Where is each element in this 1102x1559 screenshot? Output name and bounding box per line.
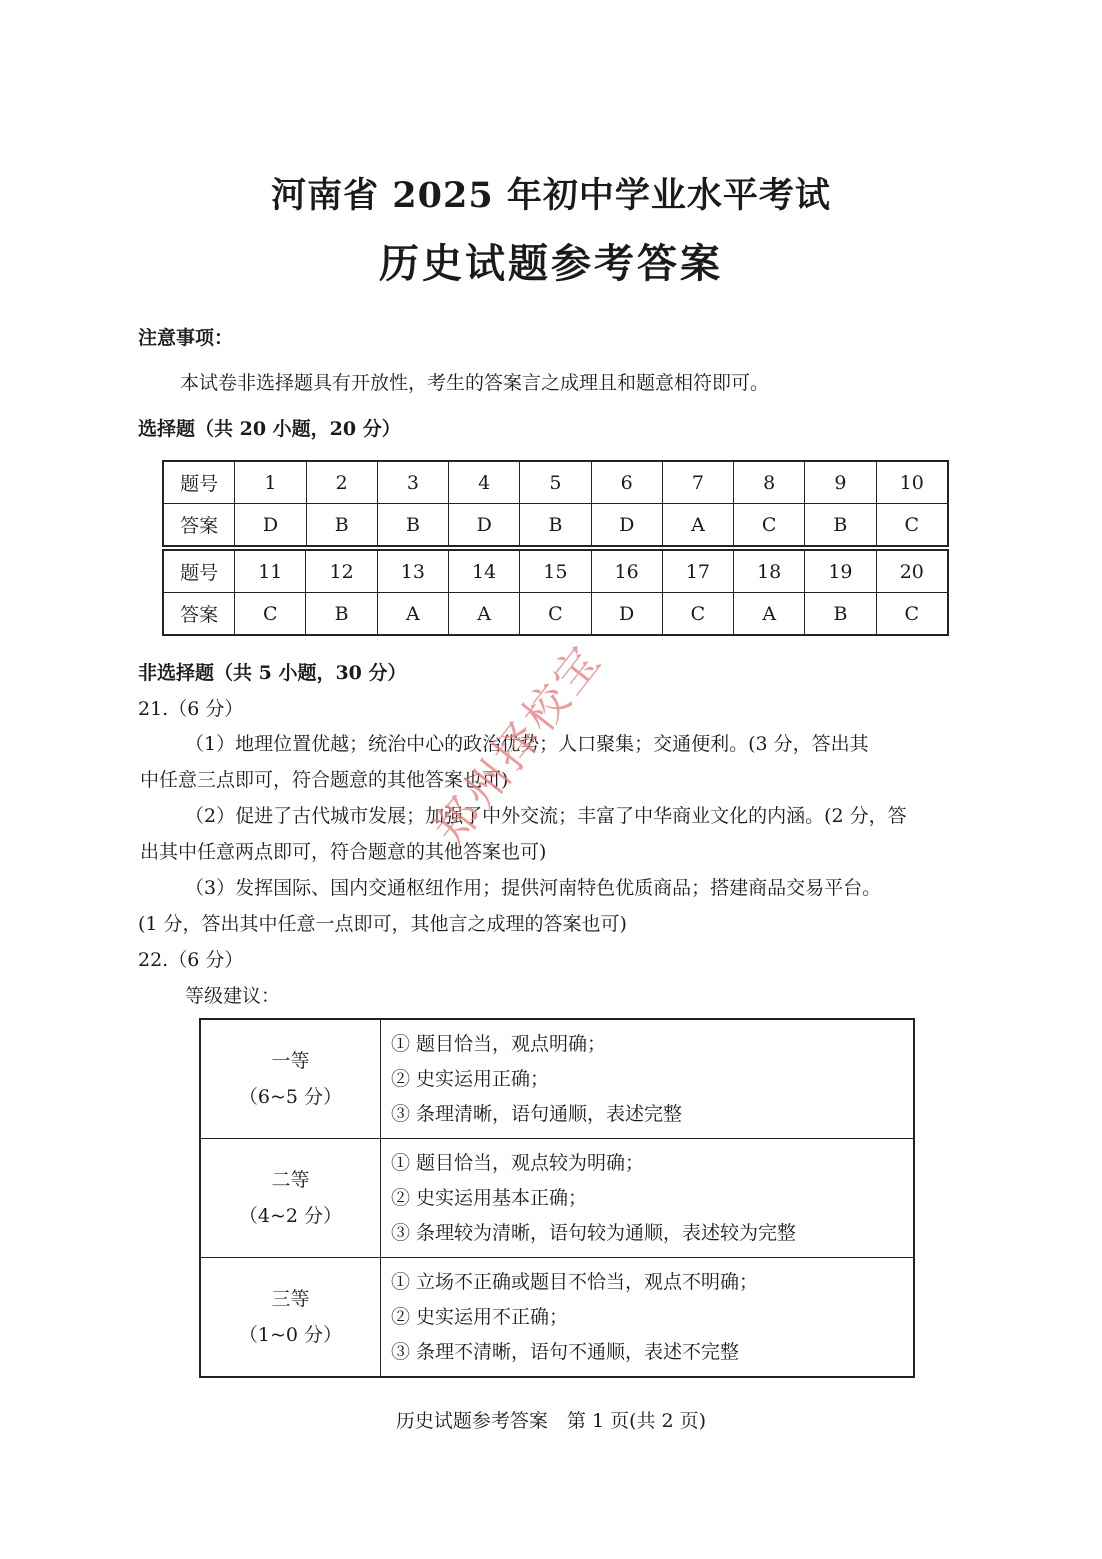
question-number-cell: 12 — [306, 550, 377, 593]
q21-label: 21.（6 分） — [138, 698, 244, 720]
question-number-cell: 5 — [520, 461, 591, 504]
answer-table-1 — [162, 460, 949, 547]
notice-text: 本试卷非选择题具有开放性，考生的答案言之成理且和题意相符即可。 — [180, 372, 770, 394]
grade-criterion: ① 题目恰当，观点较为明确； — [391, 1151, 645, 1174]
answer-cell: A — [662, 504, 733, 547]
number-row — [163, 550, 948, 593]
grade-criterion: ③ 条理不清晰，语句不通顺，表述不完整 — [391, 1340, 740, 1363]
answer-cell: B — [306, 593, 377, 636]
question-number-cell: 9 — [805, 461, 876, 504]
q21-line: （3）发挥国际、国内交通枢纽作用；提供河南特色优质商品；搭建商品交易平台。 — [185, 877, 882, 899]
grade-criterion: ① 题目恰当，观点明确； — [391, 1032, 607, 1055]
notice-heading: 注意事项： — [138, 327, 234, 349]
q21-line: （2）促进了古代城市发展；加强了中外交流；丰富了中华商业文化的内涵。(2 分，答 — [185, 805, 907, 827]
question-number-cell: 7 — [662, 461, 733, 504]
exam-subtitle: 历史试题参考答案 — [379, 240, 723, 287]
grade-score: （1~0 分） — [238, 1324, 343, 1346]
question-number-cell: 18 — [734, 550, 805, 593]
answer-cell: C — [876, 593, 948, 636]
grade-level: 二等 — [271, 1169, 310, 1191]
row-label: 题号 — [163, 461, 235, 504]
watermark: 郑州择校宝 — [424, 634, 613, 856]
question-number-cell: 1 — [235, 461, 306, 504]
grade-criterion: ② 史实运用不正确； — [391, 1305, 569, 1328]
grade-level: 三等 — [271, 1288, 310, 1310]
question-number-cell: 3 — [377, 461, 448, 504]
answer-cell: C — [662, 593, 733, 636]
answer-row — [163, 504, 948, 547]
question-number-cell: 6 — [591, 461, 662, 504]
answer-cell: D — [235, 504, 306, 547]
question-number-cell: 11 — [235, 550, 306, 593]
grade-score: （4~2 分） — [238, 1205, 343, 1227]
number-row — [163, 461, 948, 504]
row-label: 答案 — [163, 593, 235, 636]
answer-cell: A — [377, 593, 448, 636]
answer-row — [163, 593, 948, 636]
question-number-cell: 20 — [876, 550, 948, 593]
answer-cell: C — [876, 504, 948, 547]
answer-cell: D — [449, 504, 520, 547]
exam-title: 河南省 2025 年初中学业水平考试 — [271, 175, 831, 216]
grade-level: 一等 — [271, 1050, 310, 1072]
q21-line: 出其中任意两点即可，符合题意的其他答案也可) — [140, 841, 547, 863]
answer-cell: C — [520, 593, 591, 636]
question-number-cell: 4 — [449, 461, 520, 504]
row-label: 答案 — [163, 504, 235, 547]
answer-cell: B — [520, 504, 591, 547]
answer-cell: D — [591, 504, 662, 547]
answer-cell: B — [805, 593, 876, 636]
question-number-cell: 13 — [377, 550, 448, 593]
question-number-cell: 8 — [734, 461, 805, 504]
question-number-cell: 16 — [591, 550, 662, 593]
nonchoice-heading: 非选择题（共 5 小题，30 分） — [138, 662, 407, 684]
grade-criterion: ② 史实运用基本正确； — [391, 1186, 588, 1209]
grade-row — [200, 1258, 914, 1378]
answer-cell: B — [805, 504, 876, 547]
q22-intro: 等级建议： — [185, 985, 281, 1007]
grade-row — [200, 1019, 914, 1139]
answer-cell: B — [377, 504, 448, 547]
grade-criterion: ② 史实运用正确； — [391, 1067, 550, 1090]
grade-criterion: ③ 条理清晰，语句通顺，表述完整 — [391, 1102, 683, 1125]
answer-cell: C — [734, 504, 805, 547]
question-number-cell: 15 — [520, 550, 591, 593]
answer-cell: D — [591, 593, 662, 636]
q21-line: （1）地理位置优越；统治中心的政治优势；人口聚集；交通便利。(3 分，答出其 — [185, 733, 869, 755]
page-footer: 历史试题参考答案 第 1 页(共 2 页) — [395, 1410, 707, 1432]
question-number-cell: 2 — [306, 461, 377, 504]
question-number-cell: 17 — [662, 550, 733, 593]
row-label: 题号 — [163, 550, 235, 593]
grade-criterion: ① 立场不正确或题目不恰当，观点不明确； — [391, 1270, 759, 1293]
q21-line: 中任意三点即可，符合题意的其他答案也可) — [140, 769, 509, 791]
grade-row — [200, 1139, 914, 1258]
question-number-cell: 19 — [805, 550, 876, 593]
grade-criterion: ③ 条理较为清晰，语句较为通顺，表述较为完整 — [391, 1221, 797, 1244]
answer-cell: A — [734, 593, 805, 636]
grade-table — [199, 1018, 915, 1378]
answer-table-2 — [162, 549, 949, 636]
question-number-cell: 10 — [876, 461, 948, 504]
q21-line: (1 分，答出其中任意一点即可，其他言之成理的答案也可) — [138, 913, 627, 935]
grade-score: （6~5 分） — [238, 1086, 343, 1108]
answer-cell: B — [306, 504, 377, 547]
answer-cell: A — [448, 593, 519, 636]
choice-heading: 选择题（共 20 小题，20 分） — [138, 418, 401, 440]
question-number-cell: 14 — [448, 550, 519, 593]
q22-label: 22.（6 分） — [138, 949, 244, 971]
answer-cell: C — [235, 593, 306, 636]
